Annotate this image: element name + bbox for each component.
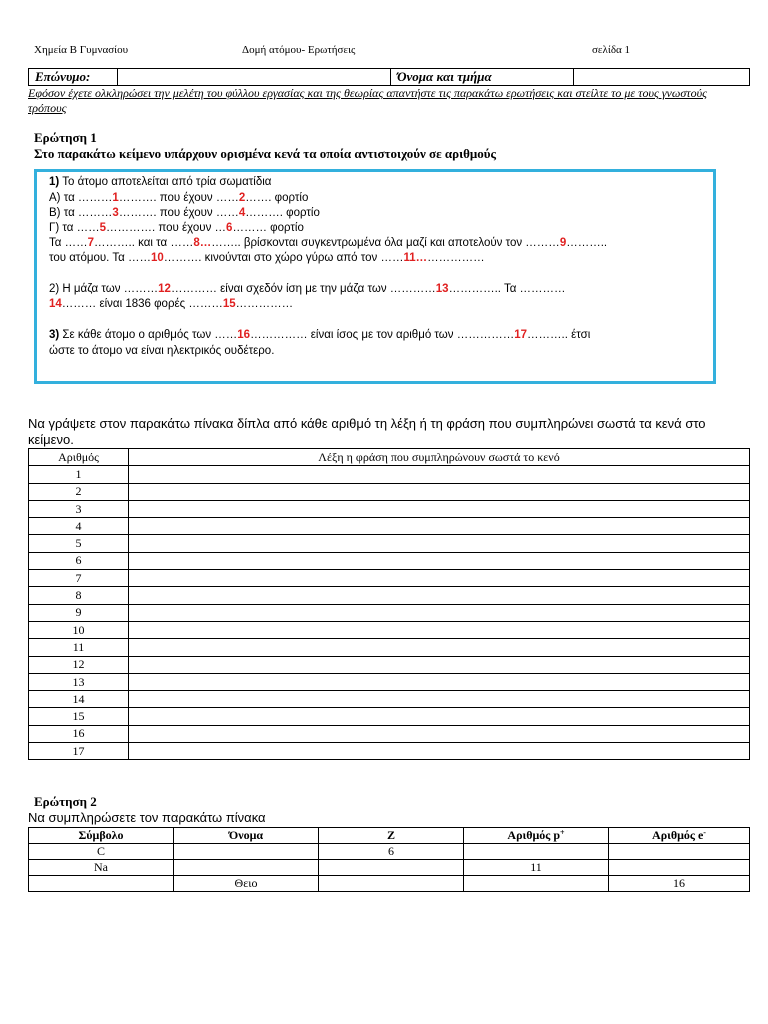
item-number: 3) [49, 329, 60, 341]
electrons-cell[interactable] [609, 860, 750, 876]
line-text: Τα …… [49, 237, 88, 249]
row-number: 6 [29, 552, 129, 569]
col-header-answer: Λέξη η φράση που συμπληρώνουν σωστά το κενό [129, 449, 750, 466]
table-row [29, 466, 750, 483]
name-cell: Θειο [174, 876, 319, 892]
answer-cell[interactable] [129, 587, 750, 604]
table-row [29, 743, 750, 760]
answer-cell[interactable] [129, 466, 750, 483]
col-header-electrons [609, 828, 750, 844]
row-number: 5 [29, 535, 129, 552]
answer-cell[interactable] [129, 673, 750, 690]
table-row [29, 708, 750, 725]
row-number: 16 [29, 725, 129, 742]
table-row [29, 656, 750, 673]
blank-number: 6 [226, 222, 233, 234]
blank-number: 2 [238, 192, 246, 204]
table-row [29, 639, 750, 656]
line-text: Σε κάθε άτομο ο αριθμός των …… [59, 329, 238, 341]
surname-label: Επώνυμο: [29, 69, 118, 86]
blank-number: 4 [238, 207, 246, 219]
line-text: ………. που έχουν …… [118, 192, 239, 204]
line-text: του ατόμου. Τα …… [49, 252, 151, 264]
box-line-6 [49, 252, 485, 264]
electrons-cell: 16 [609, 876, 750, 892]
row-number: 2 [29, 483, 129, 500]
table-row [29, 673, 750, 690]
blank-number: 13 [435, 283, 449, 295]
line-text: ……. φορτίο [245, 192, 309, 204]
header-text: Αριθμός p [507, 828, 561, 842]
blank-number: 5 [99, 222, 106, 234]
table-row [29, 876, 750, 892]
col-header-z: Ζ [319, 828, 464, 844]
line-text: ………….. Τα ………… [448, 283, 566, 295]
q2-title: Ερώτηση 2 [34, 794, 97, 809]
line-text: ……… είναι 1836 φορές ……… [61, 298, 223, 310]
line-text: Β) τα ……… [49, 207, 113, 219]
line-text: …………… [235, 298, 294, 310]
q1-table-instruction: Να γράψετε στον παρακάτω πίνακα δίπλα από κάθε αριθμό τη λέξη ή τη φράση που συμπληρώνει σωστά τα κενά στο κείμενο. [28, 416, 706, 447]
header-text: Αριθμός e [652, 828, 704, 842]
header-topic: Δομή ατόμου- Ερωτήσεις [242, 44, 356, 56]
fill-in-text-box [34, 169, 716, 384]
box-line-9 [49, 329, 590, 341]
line-text: …………. που έχουν … [106, 222, 227, 234]
answer-cell[interactable] [129, 535, 750, 552]
line-text: Γ) τα …… [49, 222, 100, 234]
symbol-cell[interactable] [29, 876, 174, 892]
col-header-name: Όνομα [174, 828, 319, 844]
box-line-7 [49, 283, 566, 295]
row-number: 1 [29, 466, 129, 483]
electrons-cell[interactable] [609, 844, 750, 860]
line-text: Το άτομο αποτελείται από τρία σωματίδια [59, 176, 272, 188]
item-number: 1) [49, 176, 60, 188]
answer-cell[interactable] [129, 500, 750, 517]
row-number: 11 [29, 639, 129, 656]
line-text: …………… είναι ίσος με τον αριθμό των …………… [250, 329, 515, 341]
z-cell[interactable] [319, 860, 464, 876]
table-row [29, 725, 750, 742]
name-class-field[interactable] [574, 69, 750, 86]
table-row [29, 604, 750, 621]
line-text: …………… [427, 252, 485, 264]
table-row [29, 621, 750, 638]
blank-number: 17 [514, 329, 528, 341]
row-number: 4 [29, 518, 129, 535]
blank-number: 14 [49, 298, 62, 310]
table-row [29, 844, 750, 860]
row-number: 10 [29, 621, 129, 638]
protons-cell[interactable] [464, 876, 609, 892]
name-class-label: Όνομα και τμήμα [391, 69, 574, 86]
surname-field[interactable] [118, 69, 391, 86]
box-line-1 [49, 176, 271, 188]
row-number: 13 [29, 673, 129, 690]
q1-subtitle: Στο παρακάτω κείμενο υπάρχουν ορισμένα κενά τα οποία αντιστοιχούν σε αριθμούς [34, 146, 497, 161]
row-number: 12 [29, 656, 129, 673]
col-header-symbol: Σύμβολο [29, 828, 174, 844]
blank-number: 8… [193, 237, 212, 249]
table-row [29, 518, 750, 535]
line-text: ……….. έτσι [527, 329, 591, 341]
answer-cell[interactable] [129, 518, 750, 535]
blank-number: 16 [237, 329, 251, 341]
symbol-cell: Na [29, 860, 174, 876]
table-row [29, 691, 750, 708]
line-text: ………. κινούνται στο χώρο γύρω από τον …… [163, 252, 404, 264]
line-text: ……… φορτίο [232, 222, 304, 234]
answer-cell[interactable] [129, 708, 750, 725]
line-text: ……….. [566, 237, 608, 249]
header-page-number: σελίδα 1 [592, 44, 631, 56]
box-line-8 [49, 298, 293, 310]
row-number: 15 [29, 708, 129, 725]
blank-number: 12 [158, 283, 171, 295]
answer-cell[interactable] [129, 570, 750, 587]
table-row [29, 860, 750, 876]
protons-cell: 11 [464, 860, 609, 876]
row-number: 17 [29, 743, 129, 760]
answer-cell[interactable] [129, 639, 750, 656]
blank-number: 15 [222, 298, 236, 310]
blank-number: 9 [559, 237, 567, 249]
line-text: ………… είναι σχεδόν ίση με την μάζα των ………… [170, 283, 436, 295]
answer-cell[interactable] [129, 604, 750, 621]
row-number: 7 [29, 570, 129, 587]
blank-number: 10 [150, 252, 164, 264]
z-cell: 6 [319, 844, 464, 860]
row-number: 8 [29, 587, 129, 604]
name-cell[interactable] [174, 860, 319, 876]
blank-number: 3 [112, 207, 119, 219]
line-text: ………. φορτίο [245, 207, 320, 219]
answer-table [28, 448, 750, 760]
q2-subtitle: Να συμπληρώσετε τον παρακάτω πίνακα [28, 810, 266, 825]
header-sup: - [703, 828, 706, 837]
line-text: …….. βρίσκονται συγκεντρωμένα όλα μαζί και αποτελούν τον ……… [211, 237, 560, 249]
box-line-10: ώστε το άτομο να είναι ηλεκτρικός ουδέτερο. [49, 345, 275, 357]
row-number: 14 [29, 691, 129, 708]
blank-number: 7 [87, 237, 95, 249]
box-line-3 [49, 207, 320, 219]
line-text: Α) τα ……… [49, 192, 113, 204]
answer-cell[interactable] [129, 691, 750, 708]
answer-cell[interactable] [129, 621, 750, 638]
box-line-2 [49, 192, 308, 204]
row-number: 3 [29, 500, 129, 517]
z-cell[interactable] [319, 876, 464, 892]
answer-cell[interactable] [129, 552, 750, 569]
header-sup: + [560, 828, 565, 837]
protons-cell[interactable] [464, 844, 609, 860]
col-header-number: Αριθμός [29, 449, 129, 466]
instructions: Εφόσον έχετε ολκληρώσει την μελέτη του φύλλου εργασίας και της θεωρίας απαντήστε τις παρακάτω ερωτήσεις και στείλτε το με τους γνωστούς τρόπους [28, 86, 707, 115]
blank-number: 11… [403, 252, 428, 264]
col-header-protons [464, 828, 609, 844]
q1-title: Ερώτηση 1 [34, 130, 97, 145]
line-text: 2) Η μάζα των ……… [49, 283, 159, 295]
answer-cell[interactable] [129, 656, 750, 673]
table-row [29, 570, 750, 587]
symbol-cell: C [29, 844, 174, 860]
answer-cell[interactable] [129, 483, 750, 500]
table-row [29, 500, 750, 517]
table-row [29, 535, 750, 552]
student-info-table [28, 68, 750, 86]
blank-number: 1 [112, 192, 119, 204]
box-line-4 [49, 222, 304, 234]
header-subject: Χημεία Β Γυμνασίου [34, 44, 129, 56]
line-text: ……….. και τα …… [94, 237, 194, 249]
table-row [29, 552, 750, 569]
table-row [29, 587, 750, 604]
answer-cell[interactable] [129, 743, 750, 760]
table-row [29, 483, 750, 500]
name-cell[interactable] [174, 844, 319, 860]
answer-cell[interactable] [129, 725, 750, 742]
element-table [28, 827, 750, 892]
row-number: 9 [29, 604, 129, 621]
line-text: ………. που έχουν …… [118, 207, 239, 219]
box-line-5 [49, 237, 607, 249]
